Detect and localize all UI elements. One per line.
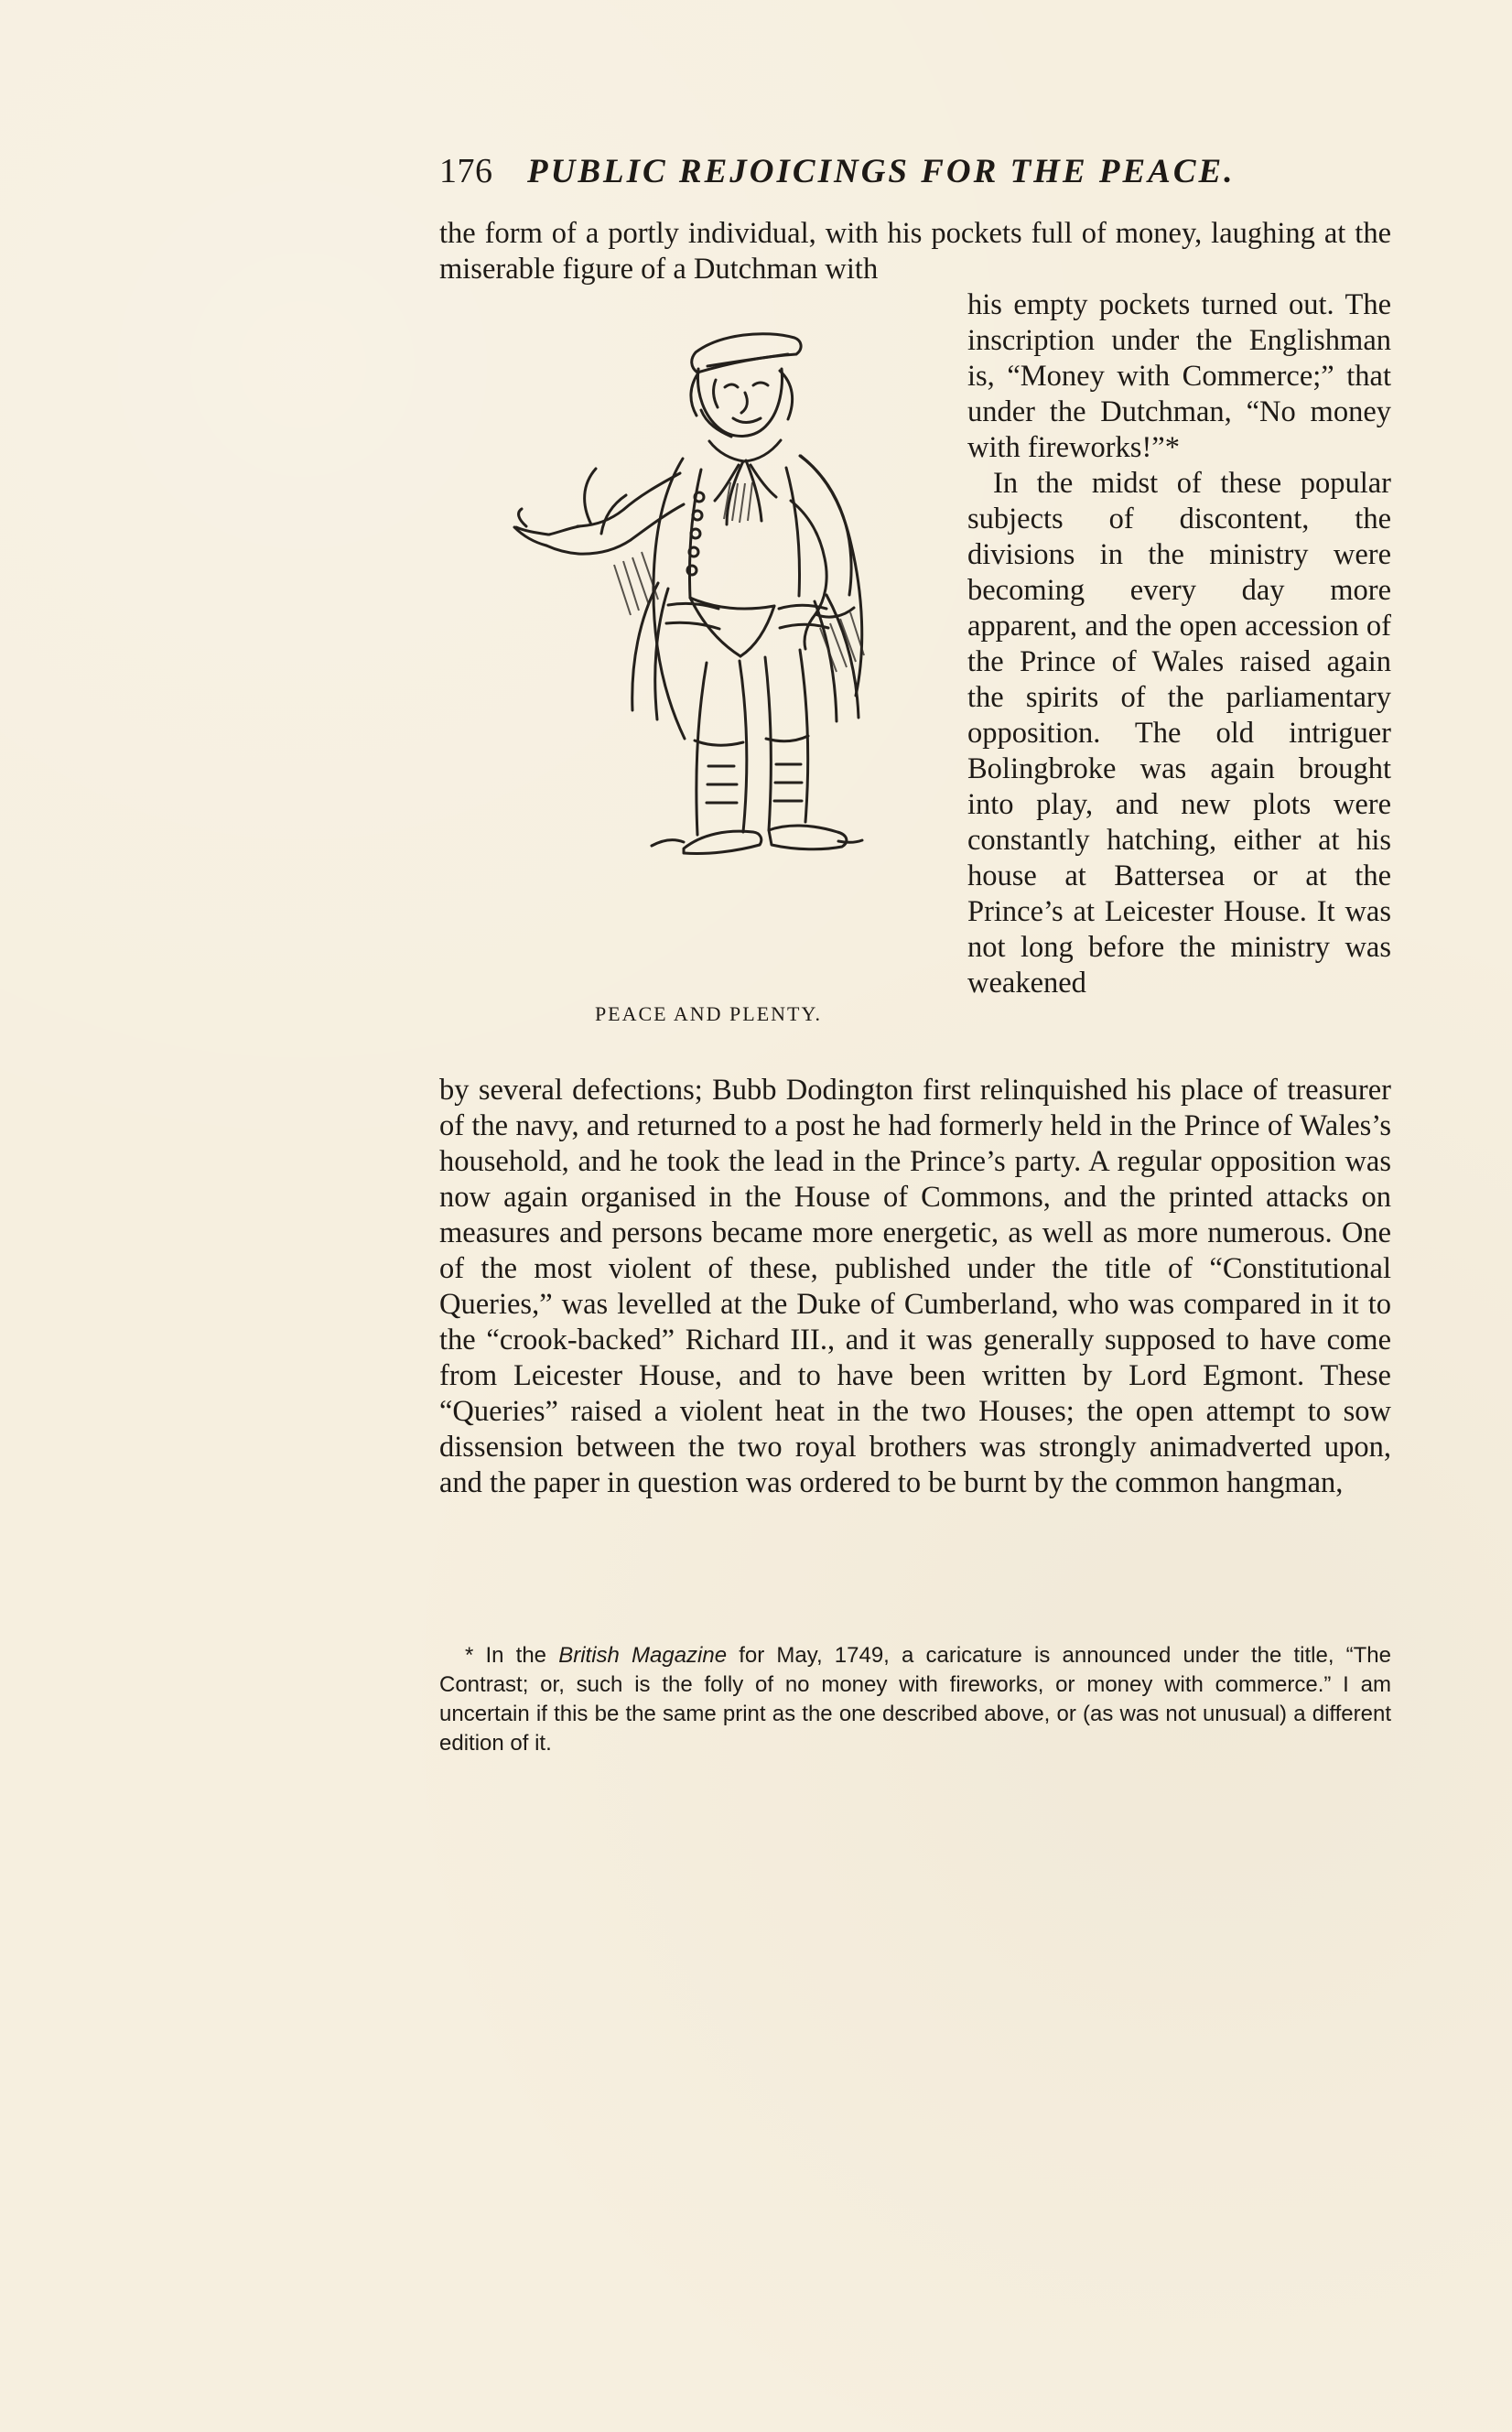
side-paragraph-2: In the midst of these popular subjects of discontent, the divisions in the ministry were becoming every day more apparent, and the open accession of the Prince of Wales raised again the spirits of the parliamentary opposition. The old intriguer Bolingbroke was again brought into play, and new plots were constantly hatching, either at his house at Battersea or at the Prince’s at Leicester House. It was not long before the ministry was weakened [967,467,1391,1000]
portly-man-illustration-icon [472,308,921,1004]
footnote-magazine-title: British Magazine [558,1643,728,1668]
illustration-figure [472,308,921,1032]
side-paragraph-1: his empty pockets turned out. The inscription under the Englishman is, “Money with Commerce;” that under the Dutchman, “No money with fireworks!”* [967,288,1391,464]
page-number: 176 [439,152,493,190]
footnote-paragraph [439,1641,1391,1758]
footnote-prefix: * In the [465,1643,547,1668]
illustration-caption: PEACE AND PLENTY. [594,1002,823,1025]
main-continuation-text: by several defections; Bubb Dodington first relinquished his place of treasurer of the navy, and returned to a post he had formerly held in the Prince of Wales’s household, and he took the lead in the Prince’s party. A regular opposition was now again organised in the House of Commons, and the printed attacks on measures and persons became more energetic, as well as more numerous. One of the most violent of these, published under the title of “Constitutional Queries,” was levelled at the Duke of Cumberland, who was compared in it to the “crook-backed” Richard III., and it was generally supposed to have come from Leicester House, and to have been written by Lord Egmont. These “Queries” raised a violent heat in the two Houses; the open attempt to sow dissension between the two royal brothers was strongly animadverted upon, and the paper in question was ordered to be burnt by the common hangman, [439,1074,1391,1499]
side-column-text [967,287,1391,1001]
intro-text: the form of a portly individual, with his pockets full of money, laughing at the miserable figure of a Dutchman with [439,217,1391,286]
running-head: PUBLIC REJOICINGS FOR THE PEACE. [527,153,1236,190]
page-header [439,145,1391,198]
footnote-suffix: for May, 1749, a caricature is announced under the title, “The Contrast; or, such is the folly of no money with fireworks, or money with commerce.” I am uncertain if this be the same print as the one described above, or (as was not unusual) a different edition of it. [439,1643,1392,1756]
footnote [439,1641,1391,1758]
